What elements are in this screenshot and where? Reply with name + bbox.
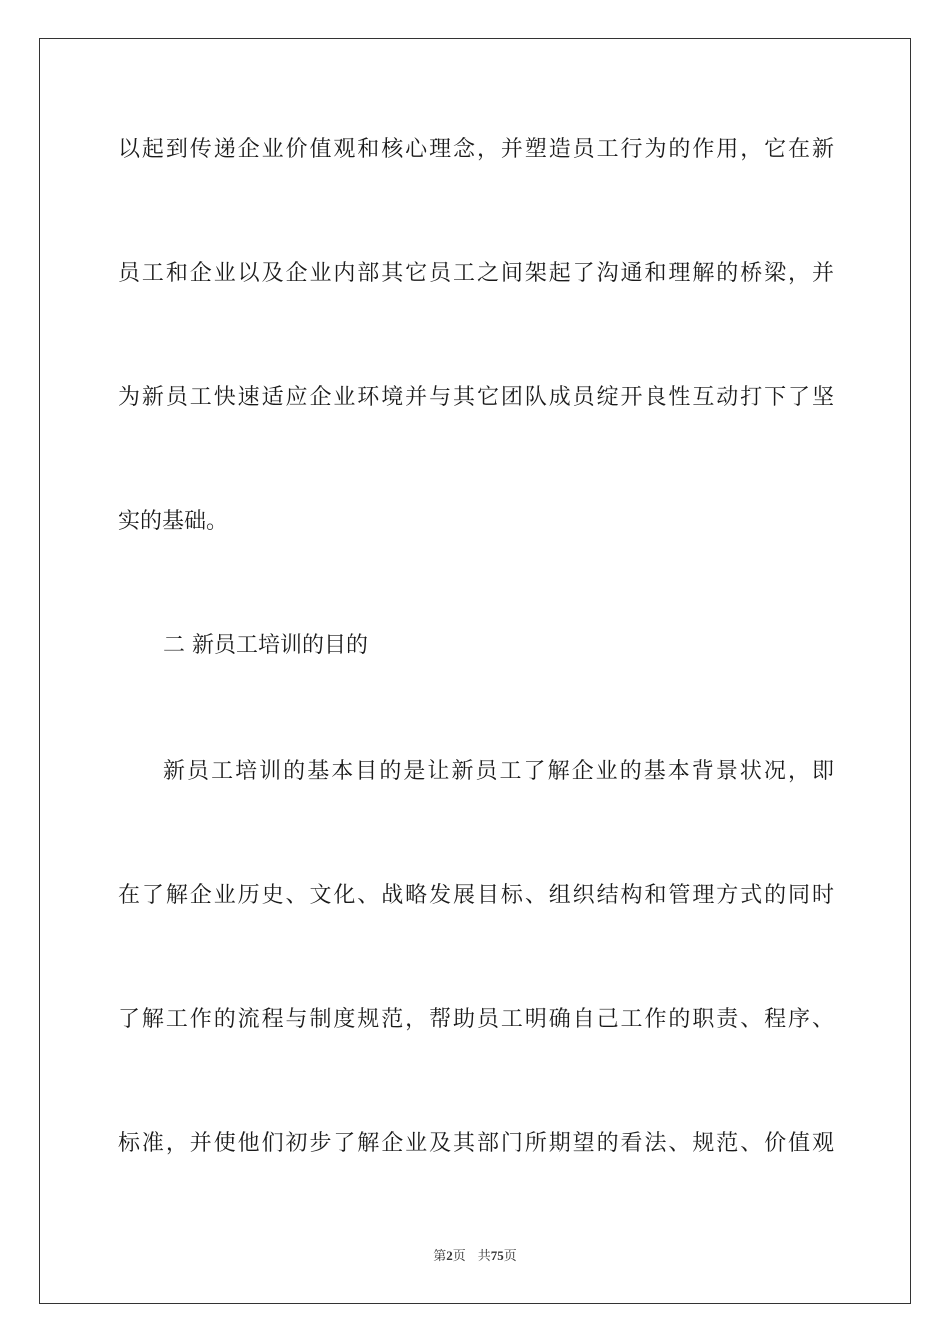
total-prefix: 共 [477,1249,491,1264]
paragraph-line: 为新员工快速适应企业环境并与其它团队成员绽开良性互动打下了坚 [118,385,834,410]
page-number: 2 [446,1248,453,1263]
paragraph-line: 新员工培训的基本目的是让新员工了解企业的基本背景状况，即 [163,759,834,784]
paragraph-line: 实的基础。 [118,509,229,534]
page-suffix: 页 [452,1249,466,1264]
page-prefix: 第 [433,1249,447,1264]
paragraph-line: 了解工作的流程与制度规范，帮助员工明确自己工作的职责、程序、 [118,1007,834,1032]
total-suffix: 页 [503,1249,517,1264]
paragraph-line: 标准，并使他们初步了解企业及其部门所期望的看法、规范、价值观 [118,1131,834,1156]
page-footer [0,1246,950,1266]
paragraph-line: 在了解企业历史、文化、战略发展目标、组织结构和管理方式的同时 [118,883,834,908]
section-heading: 二 新员工培训的目的 [163,633,368,658]
total-pages: 75 [490,1248,504,1263]
paragraph-line: 员工和企业以及企业内部其它员工之间架起了沟通和理解的桥梁，并 [118,261,834,286]
page-border [39,38,911,1304]
paragraph-line: 以起到传递企业价值观和核心理念，并塑造员工行为的作用，它在新 [118,137,834,162]
